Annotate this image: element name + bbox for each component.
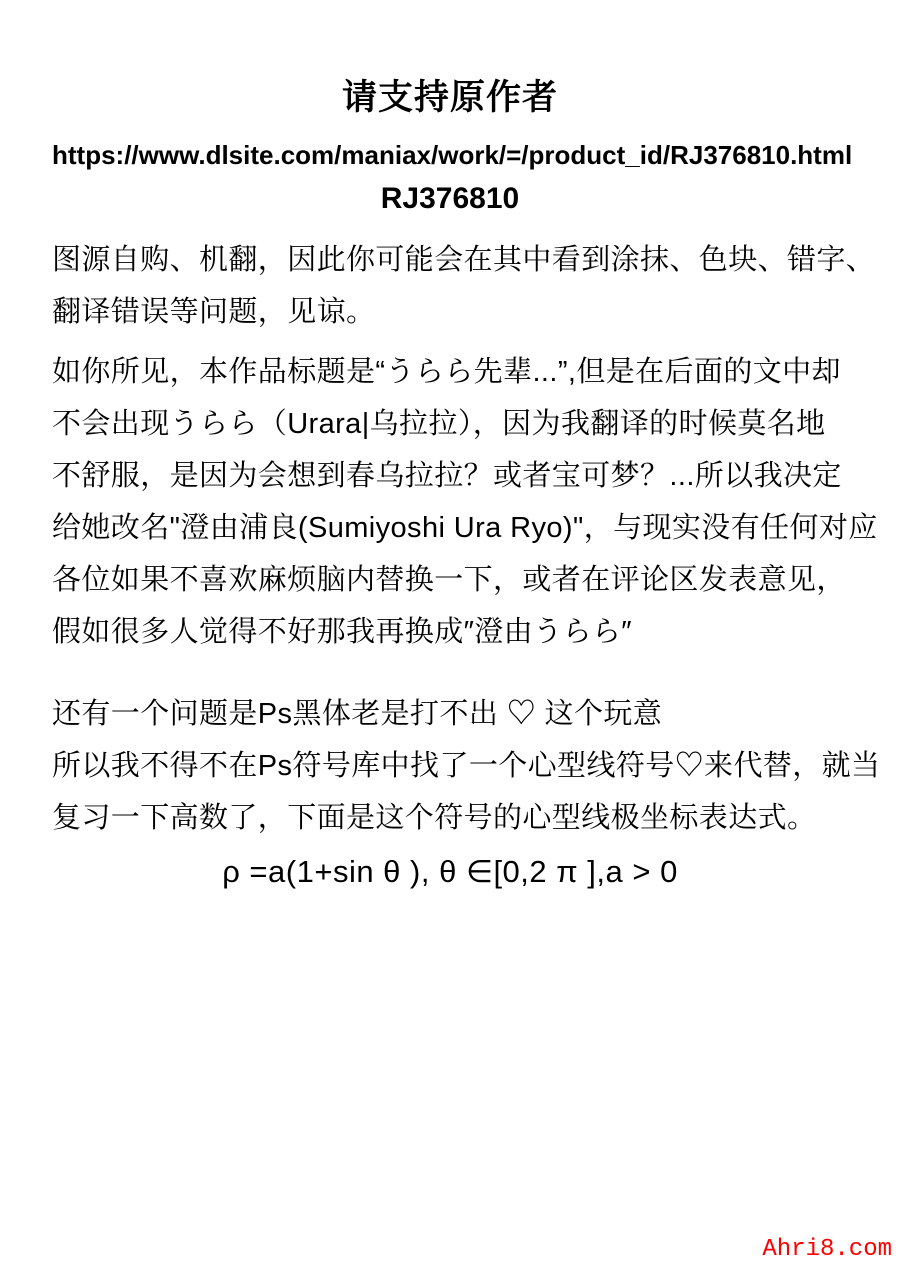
text-line: 假如很多人觉得不好那我再换成″澄由うらら″ <box>52 616 632 648</box>
page-title: 请支持原作者 <box>341 78 558 117</box>
cardioid-polar-formula: ρ =a(1+sin θ ), θ ∈[0,2 π ],a > 0 <box>222 854 678 889</box>
text-line: 不舒服，是因为会想到春乌拉拉？或者宝可梦？...所以我决定 <box>52 460 842 492</box>
text-line: 复习一下高数了，下面是这个符号的心型线极坐标表达式。 <box>52 802 817 834</box>
text-line: 给她改名"澄由浦良(Sumiyoshi Ura Ryo)"，与现实没有任何对应 <box>52 512 878 544</box>
paragraph-heart-symbol-note <box>52 688 881 844</box>
site-watermark: Ahri8.com <box>762 1236 892 1263</box>
text-line: 所以我不得不在Ps符号库中找了一个心型线符号♡来代替，就当 <box>52 750 881 782</box>
text-line: 各位如果不喜欢麻烦脑内替换一下，或者在评论区发表意见， <box>52 564 846 596</box>
paragraph-source-note <box>52 234 876 338</box>
text-line: 还有一个问题是Ps黑体老是打不出 ♡ 这个玩意 <box>52 698 663 730</box>
product-url: https://www.dlsite.com/maniax/work/=/product_id/RJ376810.html <box>52 140 853 170</box>
product-id: RJ376810 <box>380 182 520 215</box>
text-line: 翻译错误等问题，见谅。 <box>52 296 376 328</box>
text-line: 图源自购、机翻，因此你可能会在其中看到涂抹、色块、错字、 <box>52 244 876 276</box>
paragraph-rename-note <box>52 346 878 658</box>
text-line: 不会出现うらら（Urara|乌拉拉），因为我翻译的时候莫名地 <box>52 408 826 440</box>
text-line: 如你所见，本作品标题是“うらら先辈...”,但是在后面的文中却 <box>52 356 841 388</box>
